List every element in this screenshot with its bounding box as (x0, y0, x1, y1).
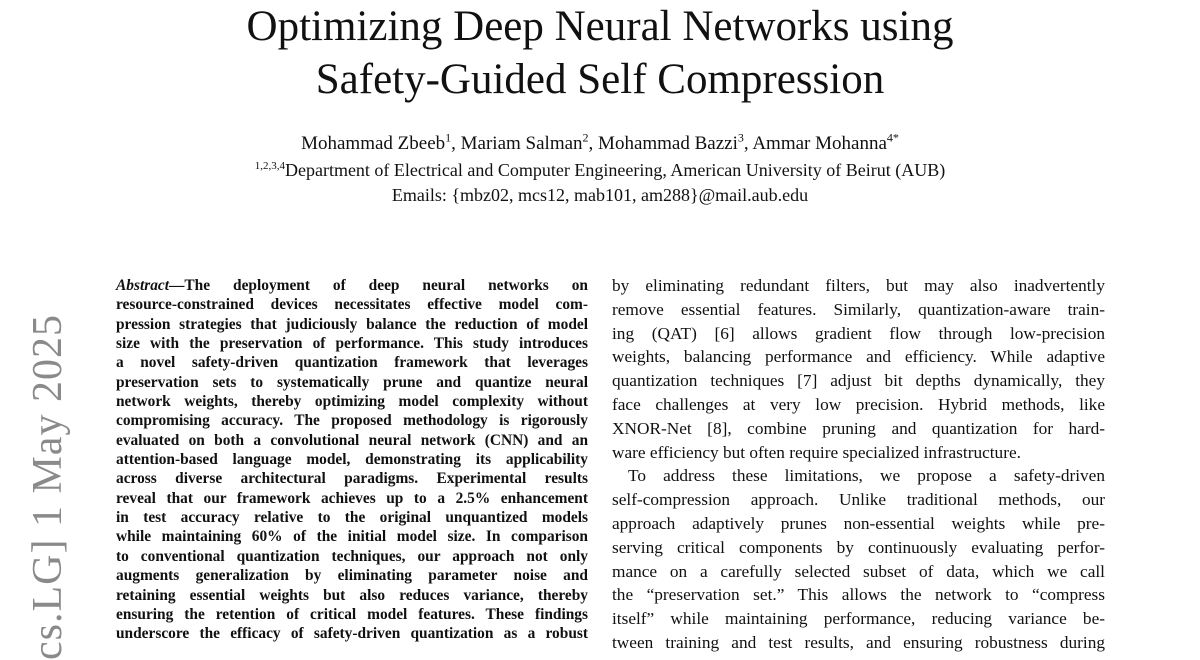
abstract-line: while maintaining 60% of the initial model size. In comparison (116, 528, 588, 546)
abstract-column (116, 276, 588, 644)
abstract-line: resource-constrained devices necessitates effective model com- (116, 296, 588, 314)
abstract-line: evaluated on both a convolutional neural network (CNN) and an (116, 431, 588, 449)
abstract-line: pression strategies that judiciously balance the reduction of model (116, 315, 588, 333)
author-2: Mariam Salman (460, 133, 583, 154)
title-line-1: Optimizing Deep Neural Networks using (246, 3, 954, 50)
body-line: approach adaptively prunes non-essential weights while pre- (612, 513, 1105, 533)
body-line: quantization techniques [7] adjust bit depths dynamically, they (612, 371, 1105, 391)
abstract-line: to conventional quantization techniques, our approach not only (116, 547, 588, 565)
body-line: ing (QAT) [6] allows gradient flow through low-precision (612, 323, 1105, 343)
abstract-line: retaining essential weights but also reduces variance, thereby (116, 586, 588, 604)
title-line-2: Safety-Guided Self Compression (315, 56, 885, 103)
abstract-line: size with the preservation of performance. This study introduces (116, 335, 588, 353)
abstract-line-0-text: —The deployment of deep neural networks on (169, 277, 588, 294)
body-line: ware efficiency but often require specialized infrastructure. (612, 442, 1021, 462)
body-line: weights, balancing performance and efficiency. While adaptive (612, 347, 1105, 367)
paper-title (0, 0, 1200, 106)
abstract-label: Abstract (116, 277, 170, 294)
body-line: To address these limitations, we propose a safety-driven (628, 466, 1105, 486)
abstract-line: compromising accuracy. The proposed methodology is rigorously (116, 412, 588, 430)
body-line: self-compression approach. Unlike traditional methods, our (612, 490, 1105, 510)
author-2-affil: 2 (582, 130, 589, 145)
abstract-line-0 (116, 276, 588, 295)
affiliation-superscript: 1,2,3,4 (254, 160, 285, 172)
body-line: XNOR-Net [8], combine pruning and quantization for hard- (612, 418, 1105, 438)
author-3-affil: 3 (737, 130, 744, 145)
body-line: mance on a carefully selected subset of data, which we call (612, 561, 1105, 581)
author-4: Ammar Mohanna (752, 133, 887, 154)
body-line: the “preservation set.” This allows the network to “compress (612, 585, 1105, 605)
body-line: by eliminating redundant filters, but may also inadvertently (612, 276, 1105, 295)
author-1-affil: 1 (445, 130, 452, 145)
body-text-column (612, 274, 1105, 655)
body-line: itself” while maintaining performance, reducing variance be- (612, 609, 1105, 629)
author-emails: Emails: {mbz02, mcs12, mab101, am288}@mail.aub.edu (391, 185, 809, 205)
abstract-line: across diverse architectural paradigms. Experimental results (116, 470, 588, 488)
arxiv-identifier-stamp: cs.LG] 1 May 2025 (25, 314, 71, 660)
abstract-line: attention-based language model, demonstrating its applicability (116, 451, 588, 469)
abstract-line: preservation sets to systematically prune and quantize neural (116, 373, 588, 391)
abstract-line: network weights, thereby optimizing model complexity without (116, 393, 588, 411)
abstract-line: underscore the efficacy of safety-driven quantization as a robust (116, 625, 588, 643)
affiliation (0, 158, 1200, 182)
body-line: tween training and test results, and ensuring robustness during (612, 632, 1105, 652)
abstract-line: reveal that our framework achieves up to a 2.5% enhancement (116, 489, 588, 507)
author-4-affil: 4* (886, 130, 899, 145)
abstract-line: augments generalization by eliminating parameter noise and (116, 567, 588, 585)
body-line: serving critical components by continuously evaluating perfor- (612, 537, 1105, 557)
abstract-line: in test accuracy relative to the original unquantized models (116, 509, 588, 527)
abstract-line: ensuring the retention of critical model features. These findings (116, 605, 588, 623)
author-list: Mohammad Zbeeb$^1$, Mariam Salman$^2$, Mohammad Bazzi$^3$, Ammar Mohanna$^{4*}$ (301, 130, 899, 154)
author-1: Mohammad Zbeeb (301, 133, 446, 154)
body-line: face challenges at very low precision. Hybrid methods, like (612, 394, 1105, 414)
affiliation-text: Department of Electrical and Computer Engineering, American University of Beirut (AUB) (284, 160, 946, 180)
abstract-line: a novel safety-driven quantization framework that leverages (116, 354, 588, 372)
body-line: remove essential features. Similarly, quantization-aware train- (612, 299, 1105, 319)
author-3: Mohammad Bazzi (598, 133, 738, 154)
